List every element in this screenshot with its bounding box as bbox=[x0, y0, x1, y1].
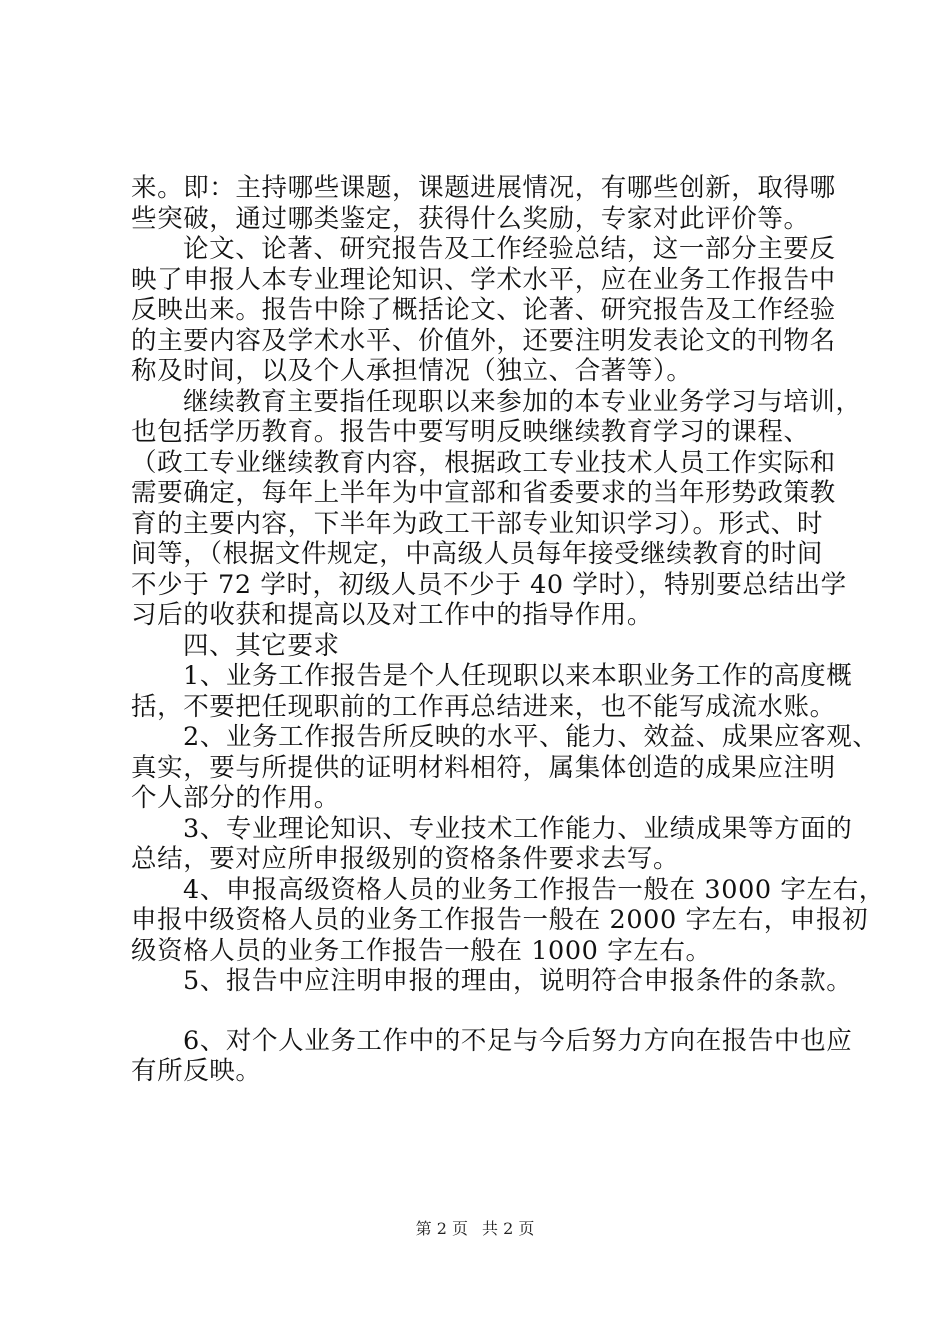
document-body bbox=[131, 173, 885, 1087]
text-line: 有所反映。 bbox=[131, 1056, 262, 1086]
page-number-total: 共 2 页 bbox=[482, 1219, 535, 1238]
text-line: 些突破，通过哪类鉴定，获得什么奖励，专家对此评价等。 bbox=[131, 203, 810, 234]
text-line: 1、业务工作报告是个人任现职以来本职业务工作的高度概 bbox=[183, 661, 853, 691]
page-footer bbox=[0, 1216, 950, 1239]
text-line: 括，不要把任现职前的工作再总结进来，也不能写成流水账。 bbox=[131, 691, 836, 722]
page-number-current: 第 2 页 bbox=[415, 1219, 468, 1238]
text-line: 总结，要对应所申报级别的资格条件要求去写。 bbox=[131, 844, 680, 874]
text-line: 申报中级资格人员的业务工作报告一般在 2000 字左右，申报初 bbox=[131, 905, 869, 935]
text-line: （政工专业继续教育内容，根据政工专业技术人员工作实际和 bbox=[131, 447, 836, 478]
text-line: 4、申报高级资格人员的业务工作报告一般在 3000 字左右， bbox=[183, 874, 885, 905]
text-line: 真实，要与所提供的证明材料相符，属集体创造的成果应注明 bbox=[131, 752, 836, 783]
text-line: 需要确定，每年上半年为中宣部和省委要求的当年形势政策教 bbox=[131, 478, 836, 508]
text-line: 反映出来。报告中除了概括论文、论著、研究报告及工作经验 bbox=[131, 295, 836, 325]
text-line: 不少于 72 学时，初级人员不少于 40 学时），特别要总结出学 bbox=[131, 569, 847, 600]
blank-line bbox=[131, 997, 831, 1026]
text-line: 论文、论著、研究报告及工作经验总结，这一部分主要反 bbox=[183, 234, 836, 264]
text-line: 称及时间，以及个人承担情况（独立、合著等）。 bbox=[131, 356, 693, 386]
text-line: 5、报告中应注明申报的理由，说明符合申报条件的条款。 bbox=[183, 966, 853, 996]
text-line: 也包括学历教育。报告中要写明反映继续教育学习的课程、 bbox=[131, 417, 810, 447]
text-line: 2、业务工作报告所反映的水平、能力、效益、成果应客观、 bbox=[183, 722, 879, 752]
text-line: 级资格人员的业务工作报告一般在 1000 字左右。 bbox=[131, 935, 712, 966]
text-line: 个人部分的作用。 bbox=[131, 783, 340, 813]
text-line: 映了申报人本专业理论知识、学术水平，应在业务工作报告中 bbox=[131, 264, 836, 295]
text-line: 3、专业理论知识、专业技术工作能力、业绩成果等方面的 bbox=[183, 813, 853, 844]
text-line: 间等，（根据文件规定，中高级人员每年接受继续教育的时间 bbox=[131, 539, 823, 569]
text-line: 继续教育主要指任现职以来参加的本专业业务学习与培训， bbox=[183, 386, 862, 417]
text-line: 习后的收获和提高以及对工作中的指导作用。 bbox=[131, 600, 654, 630]
text-line: 四、其它要求 bbox=[183, 630, 340, 661]
text-line: 的主要内容及学术水平、价值外，还要注明发表论文的刊物名 bbox=[131, 325, 836, 356]
text-line: 来。即：主持哪些课题，课题进展情况，有哪些创新，取得哪 bbox=[131, 173, 836, 203]
text-line: 6、对个人业务工作中的不足与今后努力方向在报告中也应 bbox=[183, 1025, 853, 1056]
text-line: 育的主要内容，下半年为政工干部专业知识学习）。形式、时 bbox=[131, 508, 823, 539]
